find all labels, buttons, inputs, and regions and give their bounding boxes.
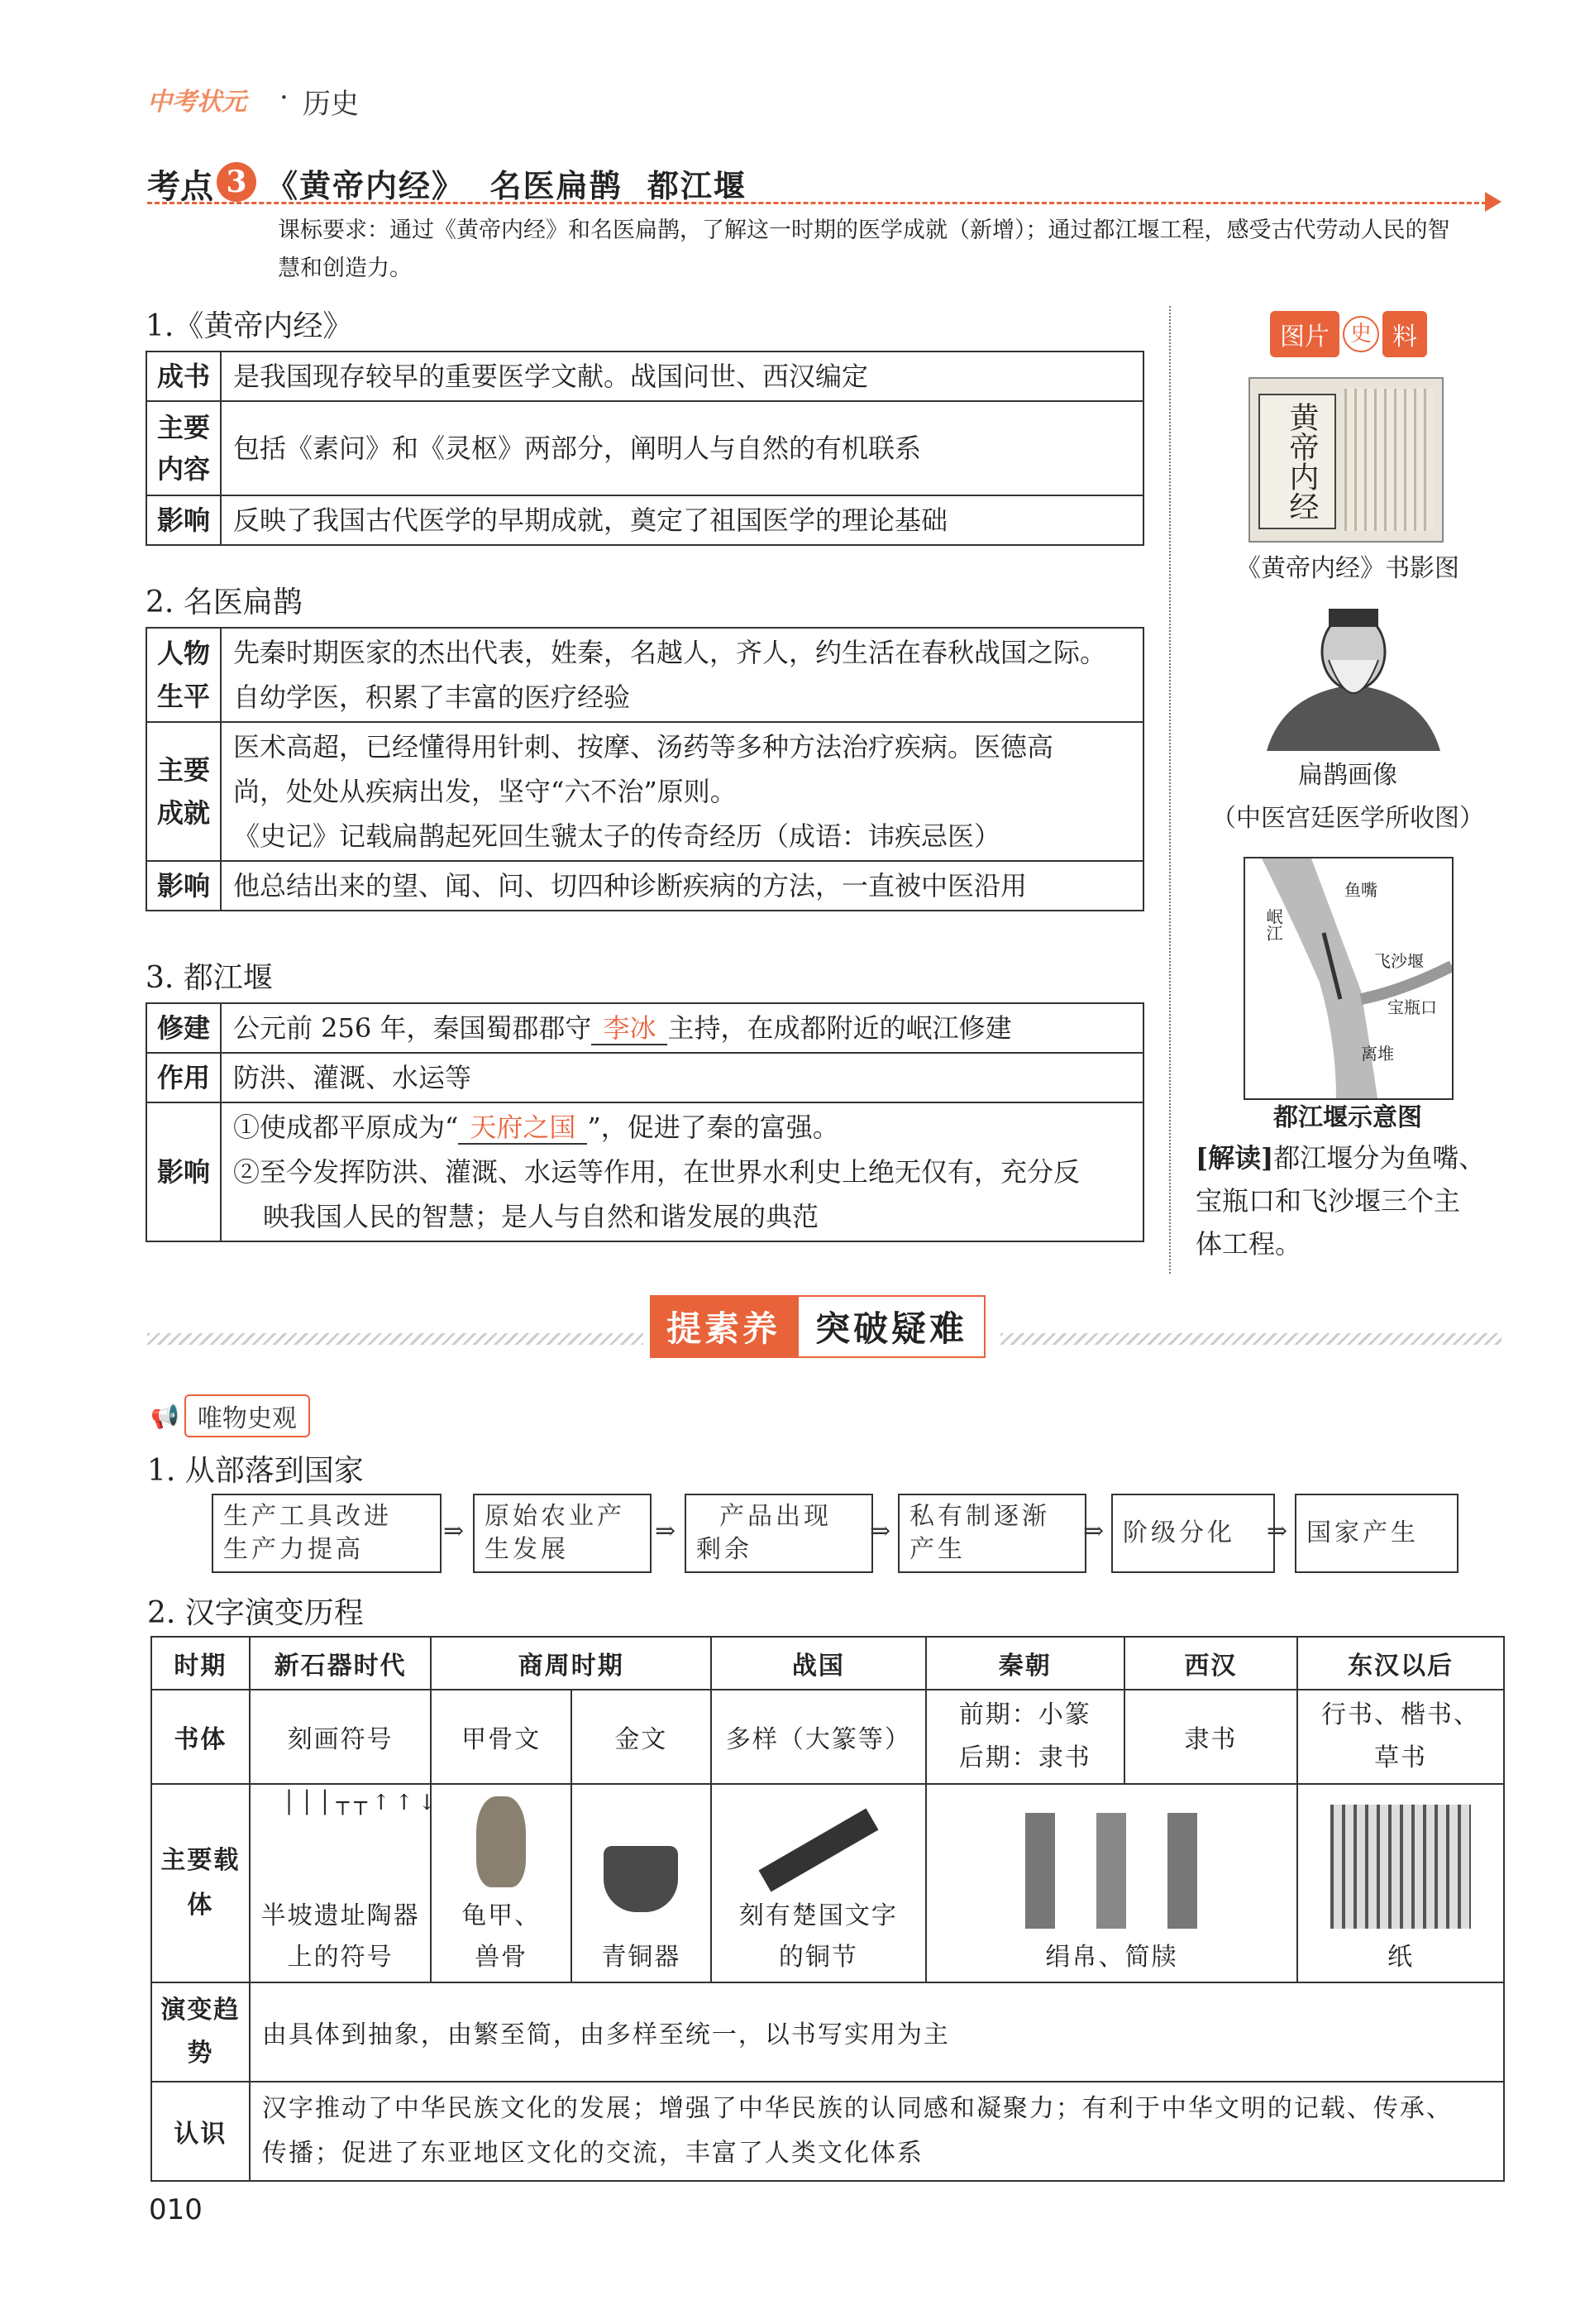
row-content (221, 628, 1143, 722)
table-row (146, 861, 1143, 911)
achievement-line-3: 《史记》记载扁鹊起死回生虢太子的传奇经历（成语：讳疾忌医） (233, 820, 1001, 852)
map-label-baopingkou: 宝瓶口 (1387, 997, 1437, 1017)
materialism-label: 唯物史观 (184, 1394, 310, 1437)
influence-2-line-2: 映我国人民的智慧；是人与自然和谐发展的典范 (263, 1201, 819, 1232)
row-content: 是我国现存较早的重要医学文献。战国问世、西汉编定 (221, 351, 1143, 401)
jiedu-label: [解读] (1196, 1142, 1274, 1174)
flow-step-2: 原始农业产 生发展 (473, 1494, 652, 1573)
carrier-cell: 纸 (1297, 1784, 1504, 1982)
flow-step-1: 生产工具改进 生产力提高 (212, 1494, 442, 1573)
banner-stripe-right (1000, 1333, 1501, 1345)
bianque-portrait-image (1250, 602, 1457, 751)
script-cell: 前期：小篆 后期：隶书 (926, 1690, 1124, 1784)
table-row (146, 628, 1143, 722)
influence-2-line-1: ②至今发挥防洪、灌溉、水运等作用，在世界水利史上绝无仅有，充分反 (233, 1156, 1081, 1188)
table-row (146, 401, 1143, 495)
curriculum-standard (278, 212, 1510, 288)
period-cell: 西汉 (1124, 1637, 1298, 1690)
kaodian-number-badge: 3 (217, 162, 256, 202)
flow-step-4: 私有制逐渐 产生 (898, 1494, 1086, 1573)
row-header: 主要载体 (151, 1784, 250, 1982)
tag-material: 料 (1382, 311, 1427, 357)
row-header: 演变趋势 (151, 1982, 250, 2082)
blank-answer: 天府之国 (458, 1112, 587, 1145)
row-header: 影响 (146, 495, 221, 545)
jiedu-line-3: 体工程。 (1196, 1228, 1302, 1260)
trend-cell: 由具体到抽象，由繁至简，由多样至统一，以书写实用为主 (250, 1982, 1504, 2082)
flow-arrow-icon: ⇒ (1083, 1517, 1105, 1546)
build-text-pre: 公元前 256 年，秦国蜀郡郡守 (233, 1012, 592, 1044)
huangdi-book-image (1248, 377, 1444, 543)
pottery-symbols-icon: │││┬┬↑↑↓ (282, 1791, 442, 1815)
script-cell: 刻画符号 (250, 1690, 432, 1784)
row-header: 影响 (146, 861, 221, 911)
kaodian-divider (147, 202, 1487, 204)
table-row (151, 2082, 1504, 2181)
carrier-cell: │││┬┬↑↑↓ 半坡遗址陶器 上的符号 (250, 1784, 432, 1982)
life-line-2: 自幼学医，积累了丰富的医疗经验 (233, 681, 631, 713)
script-cell: 隶书 (1124, 1690, 1298, 1784)
banner-stripe-left (147, 1333, 643, 1345)
oracle-bone-icon (476, 1796, 526, 1887)
portrait-caption-source: （中医宫廷医学所收图） (1211, 804, 1484, 833)
jiedu-line-2: 宝瓶口和飞沙堰三个主 (1196, 1185, 1461, 1217)
picture-material-tag (1270, 311, 1427, 357)
kaodian-title: 《黄帝内经》 名医扁鹊 都江堰 (266, 167, 747, 204)
life-line-1: 先秦时期医家的杰出代表，姓秦，名越人，齐人，约生活在春秋战国之际。 (233, 637, 1107, 668)
table-row (146, 351, 1143, 401)
row-content: 包括《素问》和《灵枢》两部分，阐明人与自然的有机联系 (221, 401, 1143, 495)
flow-arrow-icon: ⇒ (443, 1517, 465, 1546)
carrier-cell: 绢帛、简牍 (926, 1784, 1297, 1982)
flow-step-3: 产品出现 剩余 (685, 1494, 873, 1573)
blank-answer: 李冰 (591, 1012, 667, 1045)
row-content (221, 722, 1143, 861)
standard-line-1: 课标要求：通过《黄帝内经》和名医扁鹊，了解这一时期的医学成就（新增）；通过都江堰工程，感受古代劳动人民的智 (278, 218, 1450, 243)
flow-title: 1. 从部落到国家 (147, 1454, 364, 1488)
book-image-caption: 《黄帝内经》书影图 (1236, 554, 1459, 583)
map-caption: 都江堰示意图 (1273, 1103, 1422, 1132)
flow-arrow-icon: ⇒ (1267, 1517, 1288, 1546)
jiedu-note (1196, 1136, 1510, 1265)
standard-line-2: 慧和创造力。 (278, 256, 412, 281)
map-label-lidui: 离堆 (1361, 1044, 1394, 1064)
period-cell: 东汉以后 (1297, 1637, 1504, 1690)
banner-right: 突破疑难 (797, 1295, 986, 1358)
row-header: 主要内容 (146, 401, 221, 495)
row-content: 他总结出来的望、闻、问、切四种诊断疾病的方法，一直被中医沿用 (221, 861, 1143, 911)
row-header: 成书 (146, 351, 221, 401)
row-header: 人物生平 (146, 628, 221, 722)
table-row (151, 1637, 1504, 1690)
section-1-title: 1.《黄帝内经》 (146, 309, 353, 343)
bamboo-slips-icon (933, 1813, 1290, 1929)
subject-title: 历史 (303, 88, 359, 121)
achievement-line-1: 医术高超，已经懂得用针刺、按摩、汤药等多种方法治疗疾病。医德高 (233, 731, 1054, 763)
achievement-line-2: 尚，处处从疾病出发，坚守“六不治”原则。 (233, 776, 737, 807)
huangdi-table (146, 351, 1144, 546)
table-row (146, 1102, 1143, 1241)
table-row (146, 1003, 1143, 1053)
jiedu-line-1: 都江堰分为鱼嘴、 (1273, 1142, 1486, 1174)
map-label-minjiang: 岷江 (1263, 908, 1283, 941)
book-page-text (1344, 389, 1434, 531)
table-row (146, 1053, 1143, 1102)
book-title-text: 黄帝内经 (1258, 394, 1336, 529)
build-text-post: 主持，在成都附近的岷江修建 (667, 1012, 1012, 1044)
kaodian-label: 考点 (147, 167, 213, 206)
divider-arrow-icon (1485, 192, 1501, 212)
hanzi-title: 2. 汉字演变历程 (147, 1596, 364, 1630)
period-cell: 战国 (711, 1637, 926, 1690)
section-banner (650, 1295, 986, 1358)
brand-logo: 中考状元 (147, 88, 246, 117)
influence-1-post: ”，促进了秦的富强。 (587, 1112, 839, 1143)
map-label-feishayan: 飞沙堰 (1374, 951, 1424, 971)
tag-picture: 图片 (1270, 311, 1339, 357)
tag-history: 史 (1343, 316, 1379, 352)
materialism-tag (150, 1394, 310, 1437)
bianque-table (146, 627, 1144, 911)
table-row (146, 495, 1143, 545)
section-2-title: 2. 名医扁鹊 (146, 586, 303, 619)
flow-arrow-icon: ⇒ (655, 1517, 676, 1546)
influence-1-pre: ①使成都平原成为“ (233, 1112, 459, 1143)
flow-step-6: 国家产生 (1295, 1494, 1458, 1573)
flow-arrow-icon: ⇒ (870, 1517, 891, 1546)
period-cell: 新石器时代 (250, 1637, 432, 1690)
bronze-tally-icon (758, 1809, 878, 1892)
bronze-vessel-icon (604, 1846, 678, 1912)
row-content: 反映了我国古代医学的早期成就，奠定了祖国医学的理论基础 (221, 495, 1143, 545)
row-header: 时期 (151, 1637, 250, 1690)
script-cell: 金文 (571, 1690, 711, 1784)
table-row (146, 722, 1143, 861)
row-header: 主要成就 (146, 722, 221, 861)
carrier-cell: 刻有楚国文字 的铜节 (711, 1784, 926, 1982)
hanzi-table (150, 1636, 1505, 2182)
megaphone-icon: 📢 (150, 1402, 179, 1430)
carrier-cell: 龟甲、 兽骨 (431, 1784, 571, 1982)
row-content (221, 1102, 1143, 1241)
header-dot: · (279, 81, 289, 114)
page-number: 010 (149, 2193, 203, 2226)
portrait-icon (1250, 602, 1457, 751)
row-header: 认识 (151, 2082, 250, 2181)
portrait-caption: 扁鹊画像 (1298, 761, 1397, 790)
period-cell: 秦朝 (926, 1637, 1124, 1690)
flow-step-5: 阶级分化 (1111, 1494, 1275, 1573)
row-header: 修建 (146, 1003, 221, 1053)
row-content (221, 1003, 1143, 1053)
paper-icon (1330, 1805, 1471, 1929)
banner-left: 提素养 (650, 1295, 797, 1358)
script-cell: 甲骨文 (431, 1690, 571, 1784)
row-header: 作用 (146, 1053, 221, 1102)
map-label-yuzui: 鱼嘴 (1344, 880, 1377, 900)
table-row (151, 1982, 1504, 2082)
row-header: 影响 (146, 1102, 221, 1241)
dujiangyan-table (146, 1002, 1144, 1242)
column-divider (1169, 306, 1171, 1274)
script-cell: 多样（大篆等） (711, 1690, 926, 1784)
dujiangyan-map (1244, 857, 1454, 1100)
table-row (151, 1690, 1504, 1784)
knowledge-cell: 汉字推动了中华民族文化的发展；增强了中华民族的认同感和凝聚力；有利于中华文明的记载、传承、 传播；促进了东亚地区文化的交流，丰富了人类文化体系 (250, 2082, 1504, 2181)
table-row (151, 1784, 1504, 1982)
period-cell: 商周时期 (431, 1637, 710, 1690)
row-content: 防洪、灌溉、水运等 (221, 1053, 1143, 1102)
section-3-title: 3. 都江堰 (146, 961, 273, 995)
script-cell: 行书、楷书、 草书 (1297, 1690, 1504, 1784)
row-header: 书体 (151, 1690, 250, 1784)
carrier-cell: 青铜器 (571, 1784, 711, 1982)
